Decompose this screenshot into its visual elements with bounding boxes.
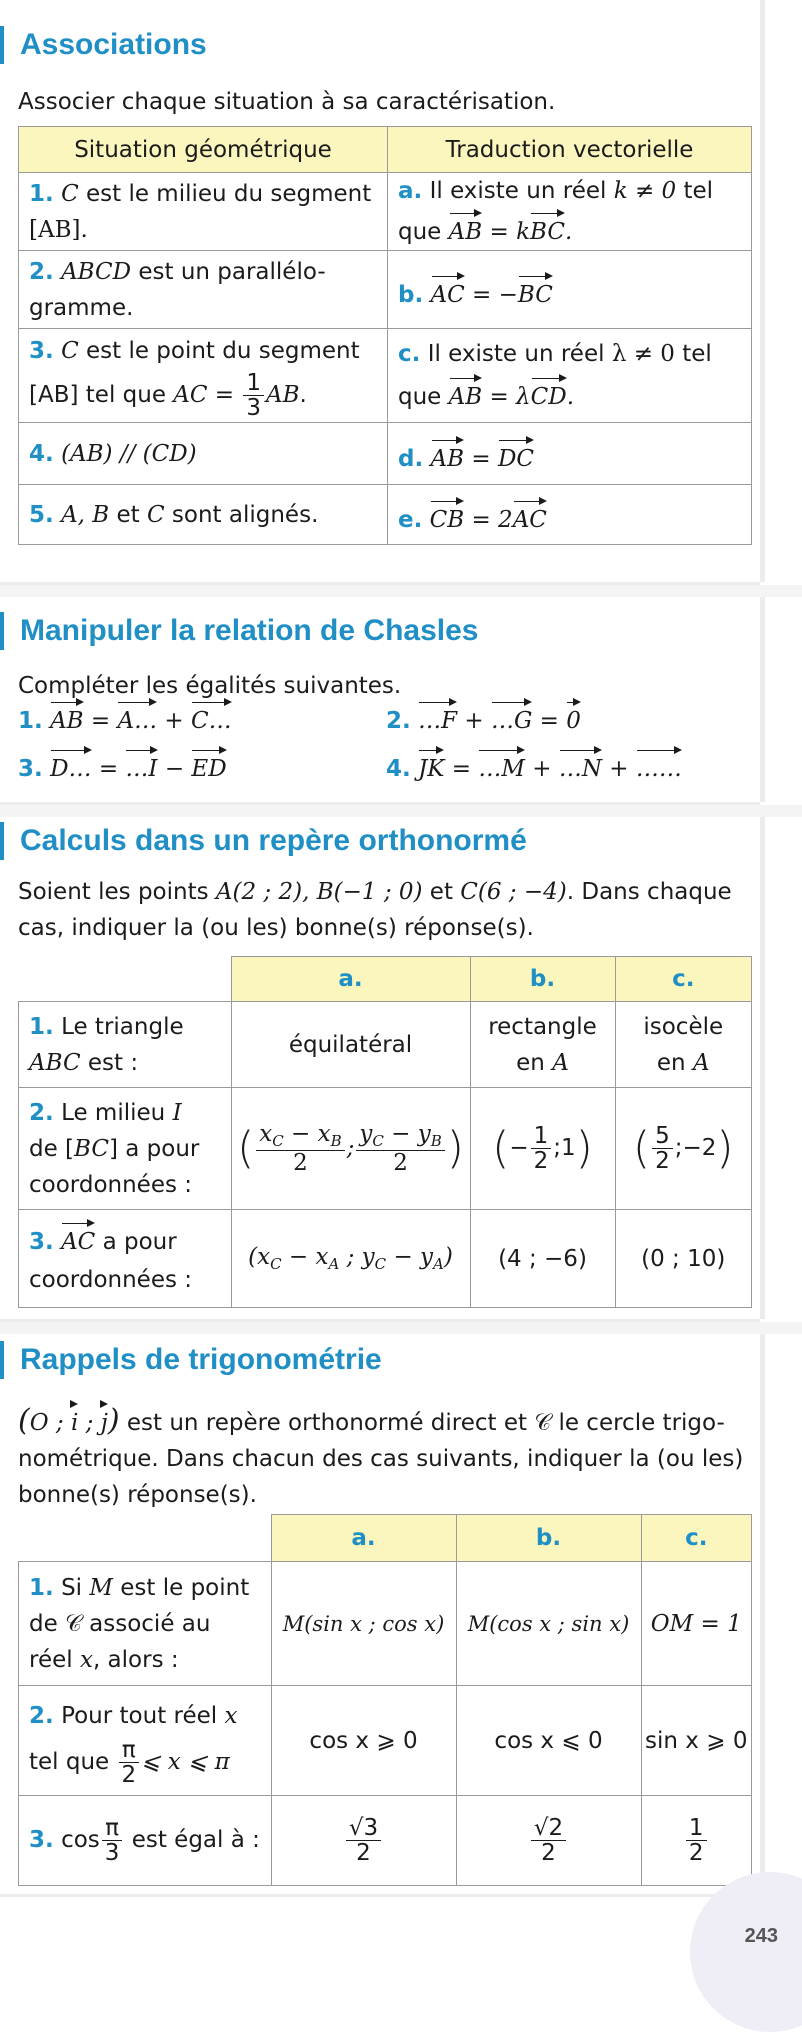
answer-2c: ( $\frac{5}{2}$ ;−2) — [615, 1088, 752, 1210]
question-1: 1. Le triangle ABC est : — [19, 1002, 232, 1088]
chasles-heading — [0, 612, 478, 650]
traduction-c: c. Il existe un réel λ ≠ 0 tel que AB = λCD. — [388, 329, 752, 423]
answer-3a: ($x_C - x_A$ ; $y_C - y_A$) — [231, 1210, 470, 1308]
table-header: a. — [231, 957, 470, 1002]
situation-1: 1. C est le milieu du segment [AB]. — [19, 173, 388, 251]
trigo-answer-2a: cos x ⩾ 0 — [271, 1686, 456, 1796]
trigo-answer-3c: $\frac{1}{2}$ — [641, 1796, 752, 1886]
trigo-answer-2b: cos x ⩽ 0 — [456, 1686, 641, 1796]
repere-table — [18, 956, 752, 1308]
section-title: Associations — [20, 28, 207, 61]
trigo-answer-1c: OM = 1 — [641, 1562, 752, 1686]
situation-3: 3. C est le point du segment [AB] tel que AC = $\frac{1}{3}$ AB. — [19, 329, 388, 423]
traduction-d: d. AB = DC — [388, 423, 752, 485]
trigo-answer-3b: $\frac{√2}{2}$ — [456, 1796, 641, 1886]
situation-2: 2. ABCD est un parallélo- gramme. — [19, 251, 388, 329]
table-header: b. — [470, 957, 615, 1002]
trigo-answer-1a: M(sin x ; cos x) — [271, 1562, 456, 1686]
table-header: c. — [615, 957, 752, 1002]
table-header: c. — [641, 1515, 752, 1562]
equality-4: 4. JK = …M + …N + …… — [386, 746, 682, 782]
trigo-answer-1b: M(cos x ; sin x) — [456, 1562, 641, 1686]
equality-2: 2. …F + …G = 0 — [386, 698, 581, 734]
trigo-answer-3a: $\frac{√3}{2}$ — [271, 1796, 456, 1886]
trigo-question-1: 1. Si M est le point de 𝒞 associé au réel x, alors : — [19, 1562, 272, 1686]
section-title: Rappels de trigonométrie — [20, 1343, 382, 1376]
traduction-a: a. Il existe un réel k ≠ 0 tel que AB = kBC. — [388, 173, 752, 251]
section-title: Manipuler la relation de Chasles — [20, 614, 479, 647]
situation-5: 5. A, B et C sont alignés. — [19, 485, 388, 545]
traduction-e: e. CB = 2AC — [388, 485, 752, 545]
trigo-answer-2c: sin x ⩾ 0 — [641, 1686, 752, 1796]
page-number: 243 — [744, 1925, 778, 1947]
trigo-heading — [0, 1341, 382, 1379]
table-header: a. — [271, 1515, 456, 1562]
section-gap — [0, 585, 802, 597]
situation-4: 4. (AB) // (CD) — [19, 423, 388, 485]
question-2: 2. Le milieu I de [BC] a pour coordonnées : — [19, 1088, 232, 1210]
equality-3: 3. D… = …I − ED — [18, 746, 227, 782]
bottom-decoration — [690, 1872, 802, 2032]
table-header: b. — [456, 1515, 641, 1562]
equality-1: 1. AB = A… + C… — [18, 698, 232, 734]
associations-table — [18, 126, 752, 545]
trigo-table — [18, 1514, 752, 1886]
answer-3b: (4 ; −6) — [470, 1210, 615, 1308]
section-gap — [0, 1322, 802, 1334]
table-header: Situation géométrique — [19, 127, 388, 173]
answer-1a: équilatéral — [231, 1002, 470, 1088]
trigo-question-2: 2. Pour tout réel x tel que $\frac{\pi}{2}$ ⩽ x ⩽ π — [19, 1686, 272, 1796]
repere-intro: Soient les points A(2 ; 2), B(−1 ; 0) et C(6 ; −4). Dans chaque cas, indiquer la (ou les) bonne(s) réponse(s). — [18, 879, 732, 941]
trigo-intro: (O ; i ; j) est un repère orthonormé direct et 𝒞 le cercle trigo- nométrique. Dans chacun des cas suivants, indiquer la (ou les) bonne(s) réponse(s). — [18, 1400, 758, 1513]
associations-heading — [0, 26, 207, 64]
answer-3c: (0 ; 10) — [615, 1210, 752, 1308]
table-corner — [19, 957, 232, 1002]
associations-intro: Associer chaque situation à sa caractérisation. — [18, 89, 556, 115]
section-gap — [0, 805, 802, 817]
table-header: Traduction vectorielle — [388, 127, 752, 173]
trigo-question-3: 3. cos $\frac{\pi}{3}$ est égal à : — [19, 1796, 272, 1886]
traduction-b: b. AC = −BC — [388, 251, 752, 329]
answer-2a: ( $\frac{x_C - x_B}{2}$ ; $\frac{y_C - y_B}{2}$ ) — [231, 1088, 470, 1210]
question-3: 3. AC a pour coordonnées : — [19, 1210, 232, 1308]
chasles-intro: Compléter les égalités suivantes. — [18, 673, 402, 699]
section-title: Calculs dans un repère orthonormé — [20, 824, 527, 857]
answer-2b: (− $\frac{1}{2}$ ;1) — [470, 1088, 615, 1210]
table-corner — [19, 1515, 272, 1562]
answer-1b: rectangle en A — [470, 1002, 615, 1088]
repere-heading — [0, 822, 527, 860]
answer-1c: isocèle en A — [615, 1002, 752, 1088]
